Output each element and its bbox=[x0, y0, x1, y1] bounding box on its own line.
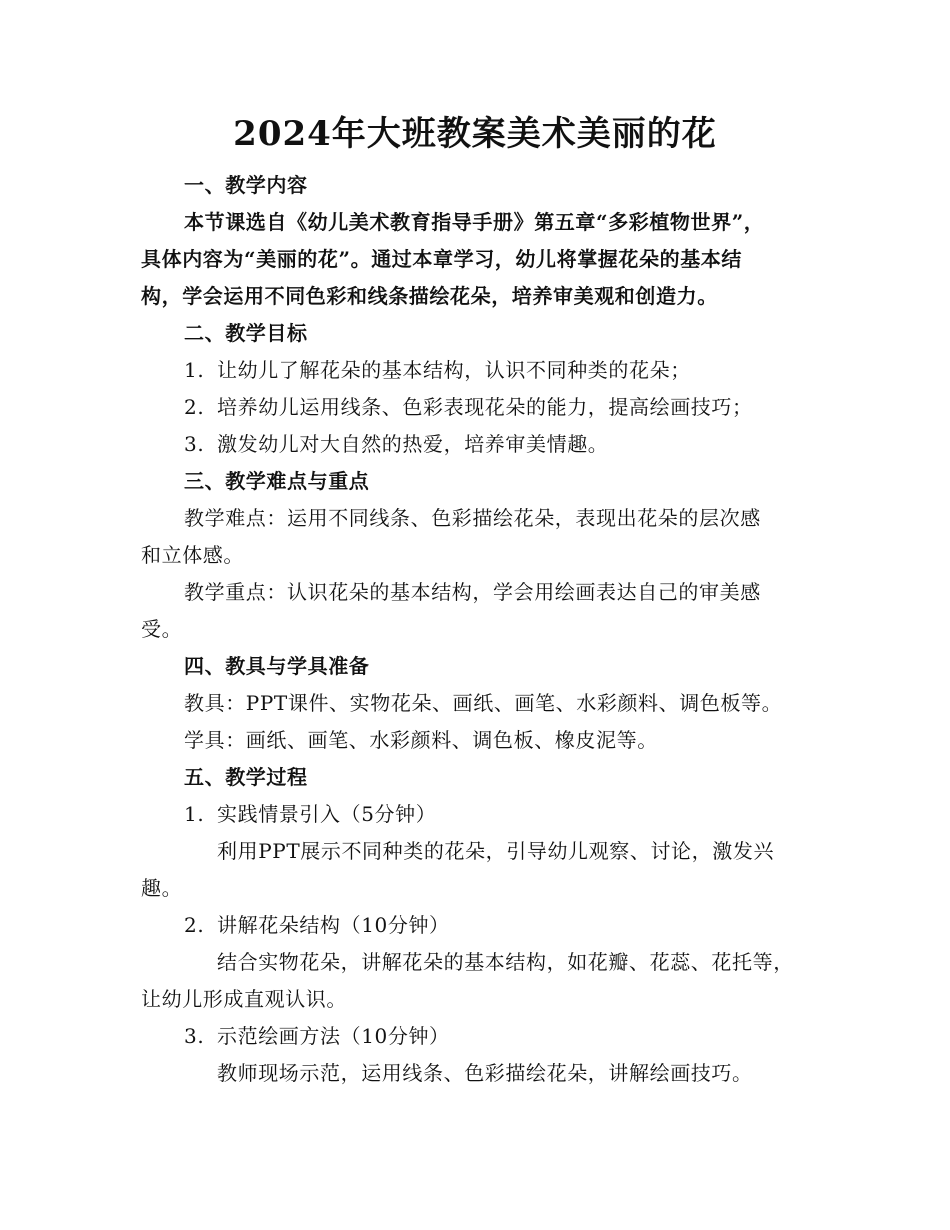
list-number: 1. bbox=[184, 802, 205, 826]
difficulty-line: 和立体感。 bbox=[141, 543, 244, 567]
teaching-tools-line: 教具：PPT课件、实物花朵、画纸、画笔、水彩颜料、调色板等。 bbox=[184, 691, 783, 715]
section-heading-materials: 四、教具与学具准备 bbox=[184, 654, 370, 678]
section-heading-difficulties: 三、教学难点与重点 bbox=[184, 469, 370, 493]
content-paragraph-line: 本节课选自《幼儿美术教育指导手册》第五章“多彩植物世界”， bbox=[184, 210, 765, 234]
list-number: 2. bbox=[184, 913, 205, 937]
section-heading-process: 五、教学过程 bbox=[184, 765, 308, 789]
step-description-line: 利用PPT展示不同种类的花朵，引导幼儿观察、讨论，激发兴 bbox=[217, 839, 775, 863]
process-step-title bbox=[184, 910, 450, 940]
difficulty-line: 教学难点：运用不同线条、色彩描绘花朵，表现出花朵的层次感 bbox=[184, 506, 761, 530]
step-description-line: 让幼儿形成直观认识。 bbox=[141, 987, 347, 1011]
goal-item bbox=[184, 429, 608, 459]
goal-item bbox=[184, 392, 753, 422]
key-point-line: 受。 bbox=[141, 617, 183, 641]
heading-text: 二、教学目标 bbox=[184, 321, 308, 345]
learning-supplies-line: 学具：画纸、画笔、水彩颜料、调色板、橡皮泥等。 bbox=[184, 728, 658, 752]
content-paragraph-line: 构，学会运用不同色彩和线条描绘花朵，培养审美观和创造力。 bbox=[141, 284, 718, 308]
step-description-line: 趣。 bbox=[141, 876, 183, 900]
step-title-text: 示范绘画方法（10分钟） bbox=[217, 1024, 450, 1048]
section-heading-goals bbox=[184, 318, 308, 348]
step-description-line: 结合实物花朵，讲解花朵的基本结构，如花瓣、花蕊、花托等， bbox=[217, 950, 794, 974]
process-step-title bbox=[184, 1021, 450, 1051]
step-title-text: 实践情景引入（5分钟） bbox=[217, 802, 437, 826]
step-description-line: 教师现场示范，运用线条、色彩描绘花朵，讲解绘画技巧。 bbox=[217, 1061, 753, 1085]
goal-text: 培养幼儿运用线条、色彩表现花朵的能力，提高绘画技巧； bbox=[217, 395, 753, 419]
goal-text: 让幼儿了解花朵的基本结构，认识不同种类的花朵； bbox=[217, 358, 691, 382]
list-number: 3. bbox=[184, 432, 205, 456]
list-number: 3. bbox=[184, 1024, 205, 1048]
goal-item bbox=[184, 355, 691, 385]
list-number: 1. bbox=[184, 358, 205, 382]
process-step-title bbox=[184, 799, 436, 829]
goal-text: 激发幼儿对大自然的热爱，培养审美情趣。 bbox=[217, 432, 609, 456]
key-point-line: 教学重点：认识花朵的基本结构，学会用绘画表达自己的审美感 bbox=[184, 580, 761, 604]
content-paragraph-line: 具体内容为“美丽的花”。通过本章学习，幼儿将掌握花朵的基本结 bbox=[141, 247, 743, 271]
section-heading-content: 一、教学内容 bbox=[184, 173, 308, 197]
document-title: 2024年大班教案美术美丽的花 bbox=[233, 114, 717, 154]
step-title-text: 讲解花朵结构（10分钟） bbox=[217, 913, 450, 937]
list-number: 2. bbox=[184, 395, 205, 419]
